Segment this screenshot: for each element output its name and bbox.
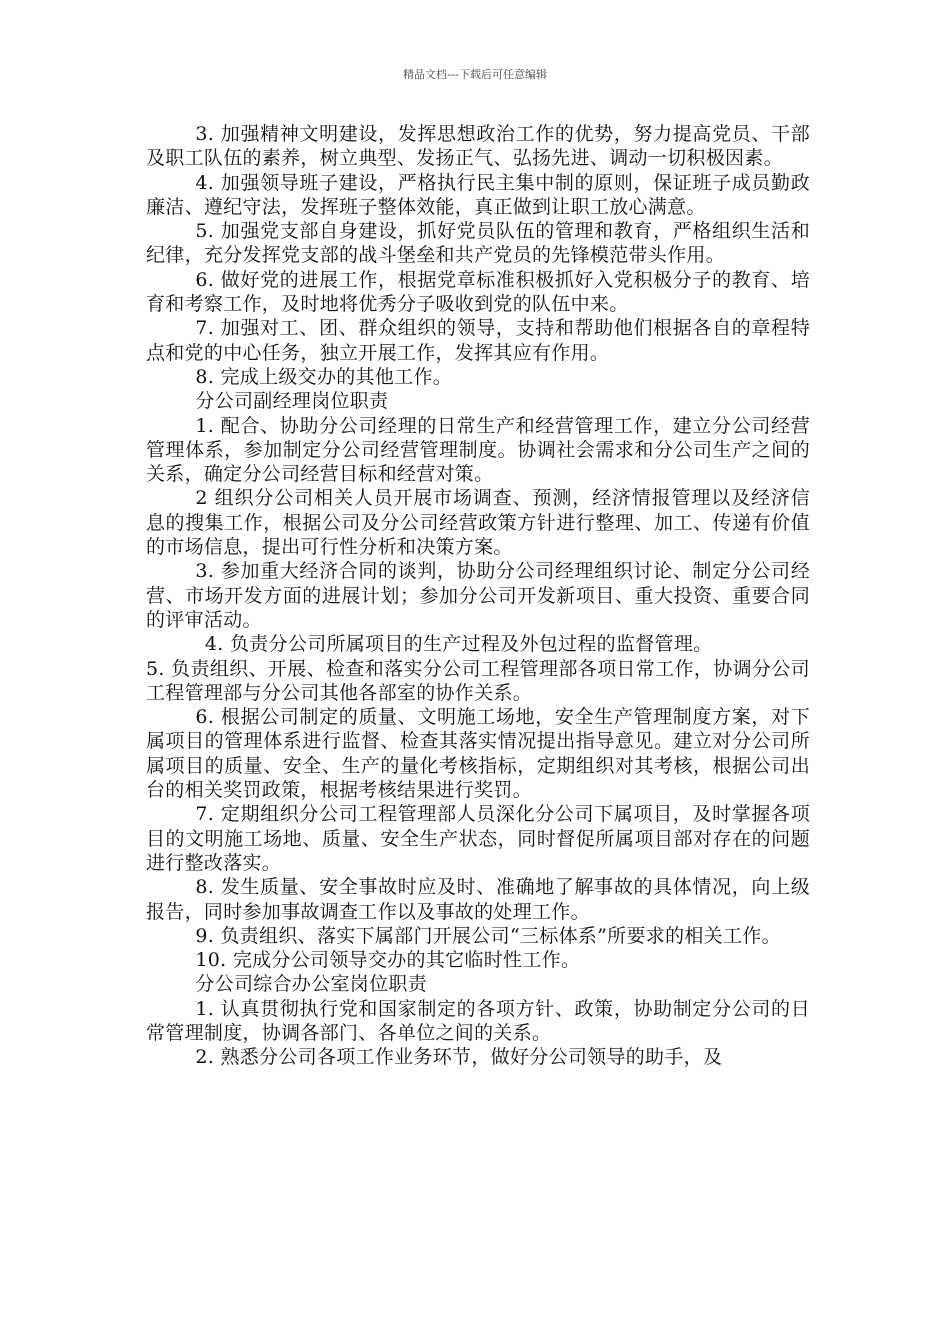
paragraph: 9. 负责组织、落实下属部门开展公司“三标体系”所要求的相关工作。 [195,924,781,947]
paragraph: 6. 做好党的进展工作，根据党章标准积极抓好入党积极分子的教育、培育和考察工作，及时地将优秀分子吸收到党的队伍中来。 [146,268,810,316]
paragraph: 3. 加强精神文明建设，发挥思想政治工作的优势，努力提高党员、干部及职工队伍的素养，树立典型、发扬正气、弘扬先进、调动一切积极因素。 [146,123,810,170]
paragraph: 4. 加强领导班子建设，严格执行民主集中制的原则，保证班子成员勤政廉洁、遵纪守法，发挥班子整体效能，真正做到让职工放心满意。 [146,171,810,218]
paragraph: 3. 参加重大经济合同的谈判，协助分公司经理组织讨论、制定分公司经营、市场开发方面的进展计划；参加分公司开发新项目、重大投资、重要合同的评审活动。 [146,560,810,631]
paragraph: 8. 发生质量、安全事故时应及时、准确地了解事故的具体情况，向上级报告，同时参加事故调查工作以及事故的处理工作。 [146,876,810,923]
paragraph: 1. 认真贯彻执行党和国家制定的各项方针、政策，协助制定分公司的日常管理制度，协调各部门、各单位之间的关系。 [146,997,810,1044]
paragraph: 2 组织分公司相关人员开展市场调查、预测，经济情报管理以及经济信息的搜集工作，根据公司及分公司经营政策方针进行整理、加工、传递有价值的市场信息，提出可行性分析和决策方案。 [146,487,810,559]
paragraph: 6. 根据公司制定的质量、文明施工场地，安全生产管理制度方案，对下属项目的管理体系进行监督、检查其落实情况提出指导意见。建立对分公司所属项目的质量、安全、生产的量化考核指标，定期组织对其考核，根据公司出台的相关奖罚政策，根据考核结果进行奖罚。 [146,706,810,802]
paragraph: 8. 完成上级交办的其他工作。 [195,365,453,388]
paragraph: 7. 加强对工、团、群众组织的领导，支持和帮助他们根据各自的章程特点和党的中心任务，独立开展工作，发挥其应有作用。 [146,317,810,364]
paragraph: 5. 负责组织、开展、检查和落实分公司工程管理部各项日常工作，协调分公司工程管理部与分公司其他各部室的协作关系。 [146,657,810,704]
document-body [146,122,810,1070]
paragraph: 5. 加强党支部自身建设，抓好党员队伍的管理和教育，严格组织生活和纪律，充分发挥党支部的战斗堡垒和共产党员的先锋模范带头作用。 [146,220,810,267]
paragraph: 2. 熟悉分公司各项工作业务环节，做好分公司领导的助手，及 [195,1046,723,1069]
page-watermark: 精品文档---下载后可任意编辑 [403,68,547,81]
section-heading: 分公司副经理岗位职责 [195,390,389,413]
paragraph: 1. 配合、协助分公司经理的日常生产和经营管理工作，建立分公司经营管理体系，参加制定分公司经营管理制度。协调社会需求和分公司生产之间的关系，确定分公司经营目标和经营对策。 [146,414,810,486]
paragraph: 4. 负责分公司所属项目的生产过程及外包过程的监督管理。 [204,633,713,656]
section-heading: 分公司综合办公室岗位职责 [195,973,427,996]
paragraph: 10. 完成分公司领导交办的其它临时性工作。 [195,949,581,972]
paragraph: 7. 定期组织分公司工程管理部人员深化分公司下属项目，及时掌握各项目的文明施工场地、质量、安全生产状态，同时督促所属项目部对存在的问题进行整改落实。 [146,803,810,874]
